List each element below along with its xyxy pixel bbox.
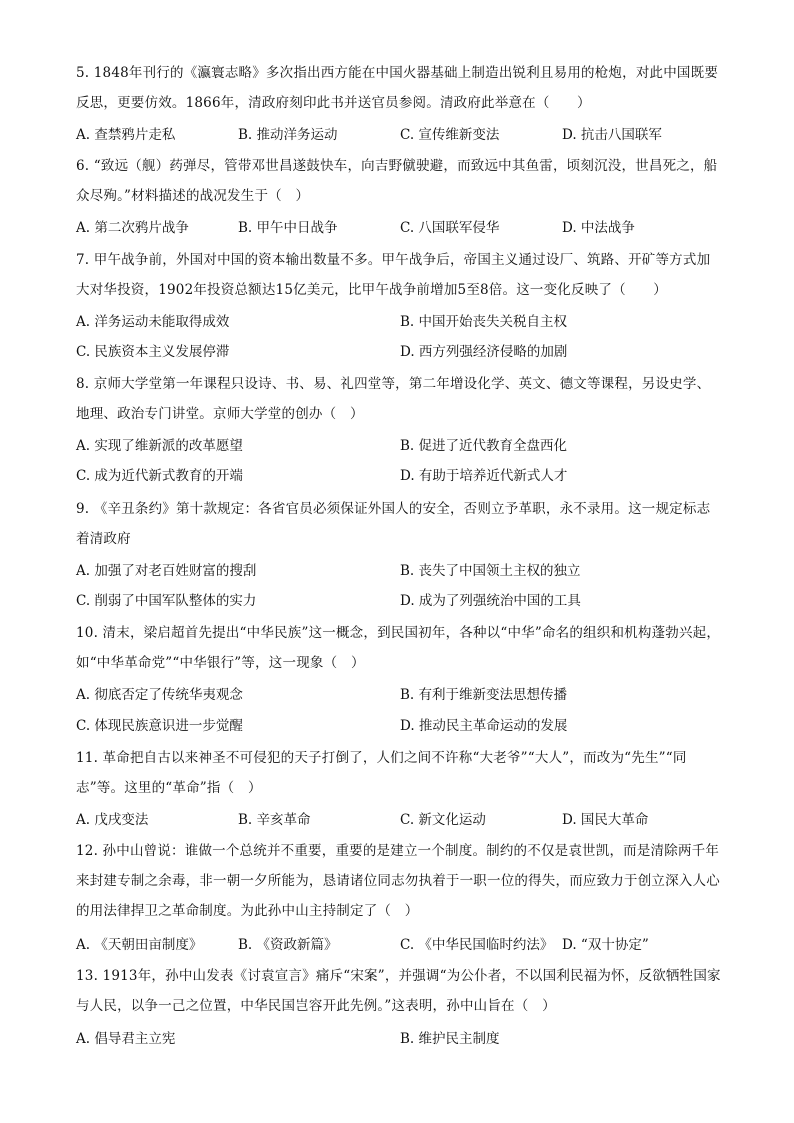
option-d: D. 西方列强经济侵略的加剧 [400, 344, 568, 360]
option-c: C. 削弱了中国军队整体的实力 [76, 593, 257, 609]
option-b: B. 甲午中日战争 [238, 220, 338, 236]
question-6-options [76, 213, 722, 243]
question-9-stem: 9. 《辛丑条约》第十款规定：各省官员必须保证外国人的安全，否则立予革职，永不录用。这一规定标志着清政府 [76, 501, 711, 547]
option-a: A. 戊戌变法 [76, 812, 149, 828]
option-a: A. 加强了对老百姓财富的搜刮 [76, 563, 257, 579]
option-b: B. 中国开始丧失关税自主权 [400, 314, 568, 330]
option-b: B. 辛亥革命 [238, 812, 311, 828]
option-c: C. 宣传维新变法 [400, 127, 500, 143]
option-c: C. 民族资本主义发展停滞 [76, 344, 230, 360]
question-12-options [76, 930, 722, 960]
option-c: C. 八国联军侵华 [400, 220, 500, 236]
question-9-options-row1 [76, 556, 722, 586]
option-b: B. 丧失了中国领土主权的独立 [400, 563, 581, 579]
option-b: B. 有利于维新变法思想传播 [400, 687, 568, 703]
option-d: D. “双十协定” [562, 937, 649, 953]
option-d: D. 推动民主革命运动的发展 [400, 718, 568, 734]
question-10-options-row1 [76, 680, 722, 710]
option-d: D. 中法战争 [562, 220, 635, 236]
option-b: B. 《资政新篇》 [238, 937, 338, 953]
question-11-options [76, 805, 722, 835]
option-b: B. 推动洋务运动 [238, 127, 338, 143]
question-13-options [76, 1024, 722, 1054]
option-a: A. 第二次鸦片战争 [76, 220, 189, 236]
option-b: B. 促进了近代教育全盘西化 [400, 438, 568, 454]
question-10-options-row2 [76, 711, 722, 741]
question-11-stem: 11. 革命把自古以来神圣不可侵犯的天子打倒了，人们之间不许称“大老爷”“大人”，而改为“先生”“同志”等。这里的“革命”指（ ） [76, 750, 687, 796]
question-5-options [76, 120, 722, 150]
option-c: C. 体现民族意识进一步觉醒 [76, 718, 243, 734]
question-7-options-row1 [76, 307, 722, 337]
question-8-stem: 8. 京师大学堂第一年课程只设诗、书、易、礼四堂等，第二年增设化学、英文、德文等课程，另设史学、地理、政治专门讲堂。京师大学堂的创办（ ） [76, 376, 711, 422]
option-a: A. 洋务运动未能取得成效 [76, 314, 230, 330]
option-c: C. 成为近代新式教育的开端 [76, 468, 243, 484]
question-9-options-row2 [76, 586, 722, 616]
question-13-stem: 13. 1913年，孙中山发表《讨袁宣言》痛斥“宋案”，并强调“为公仆者，不以国利民福为怀，反欲牺牲国家与人民，以争一己之位置，中华民国岂容开此先例。”这表明，孙中山旨在（ ） [76, 968, 721, 1014]
option-d: D. 成为了列强统治中国的工具 [400, 593, 581, 609]
option-a: A. 倡导君主立宪 [76, 1031, 176, 1047]
question-5-stem: 5. 1848年刊行的《瀛寰志略》多次指出西方能在中国火器基础上制造出锐利且易用的枪炮，对此中国既要反思，更要仿效。1866年，清政府刻印此书并送官员参阅。清政府此举意在（ ） [76, 65, 719, 111]
option-a: A. 彻底否定了传统华夷观念 [76, 687, 243, 703]
option-a: A. 查禁鸦片走私 [76, 127, 176, 143]
question-6-stem: 6. “致远（舰）药弹尽，管带邓世昌遂鼓快车，向吉野僦驶避，而致远中其鱼雷，顷刻沉没，世昌死之，船众尽殉。”材料描述的战况发生于（ ） [76, 158, 718, 204]
question-8-options-row1 [76, 431, 722, 461]
option-d: D. 有助于培养近代新式人才 [400, 468, 568, 484]
question-10-stem: 10. 清末，梁启超首先提出“中华民族”这一概念，到民国初年，各种以“中华”命名的组织和机构蓬勃兴起，如“中华革命党”“中华银行”等，这一现象（ ） [76, 625, 721, 671]
question-8-options-row2 [76, 461, 722, 491]
question-7-stem: 7. 甲午战争前，外国对中国的资本输出数量不多。甲午战争后，帝国主义通过设厂、筑路、开矿等方式加大对华投资，1902年投资总额达15亿美元，比甲午战争前增加5至8倍。这一变化反映了（ ） [76, 252, 711, 298]
option-c: C. 《中华民国临时约法》 [400, 937, 554, 953]
option-a: A. 实现了维新派的改革愿望 [76, 438, 243, 454]
option-d: D. 抗击八国联军 [562, 127, 662, 143]
question-7-options-row2 [76, 337, 722, 367]
option-b: B. 维护民主制度 [400, 1031, 500, 1047]
question-12-stem: 12. 孙中山曾说：谁做一个总统并不重要，重要的是建立一个制度。制约的不仅是袁世凯，而是清除两千年来封建专制之余毒，非一朝一夕所能为，恳请诸位同志勿执着于一职一位的得失，而应致力于创立深入人心的用法律捍卫之革命制度。为此孙中山主持制定了（ ） [76, 843, 720, 919]
option-a: A. 《天朝田亩制度》 [76, 937, 203, 953]
option-c: C. 新文化运动 [400, 812, 486, 828]
option-d: D. 国民大革命 [562, 812, 649, 828]
